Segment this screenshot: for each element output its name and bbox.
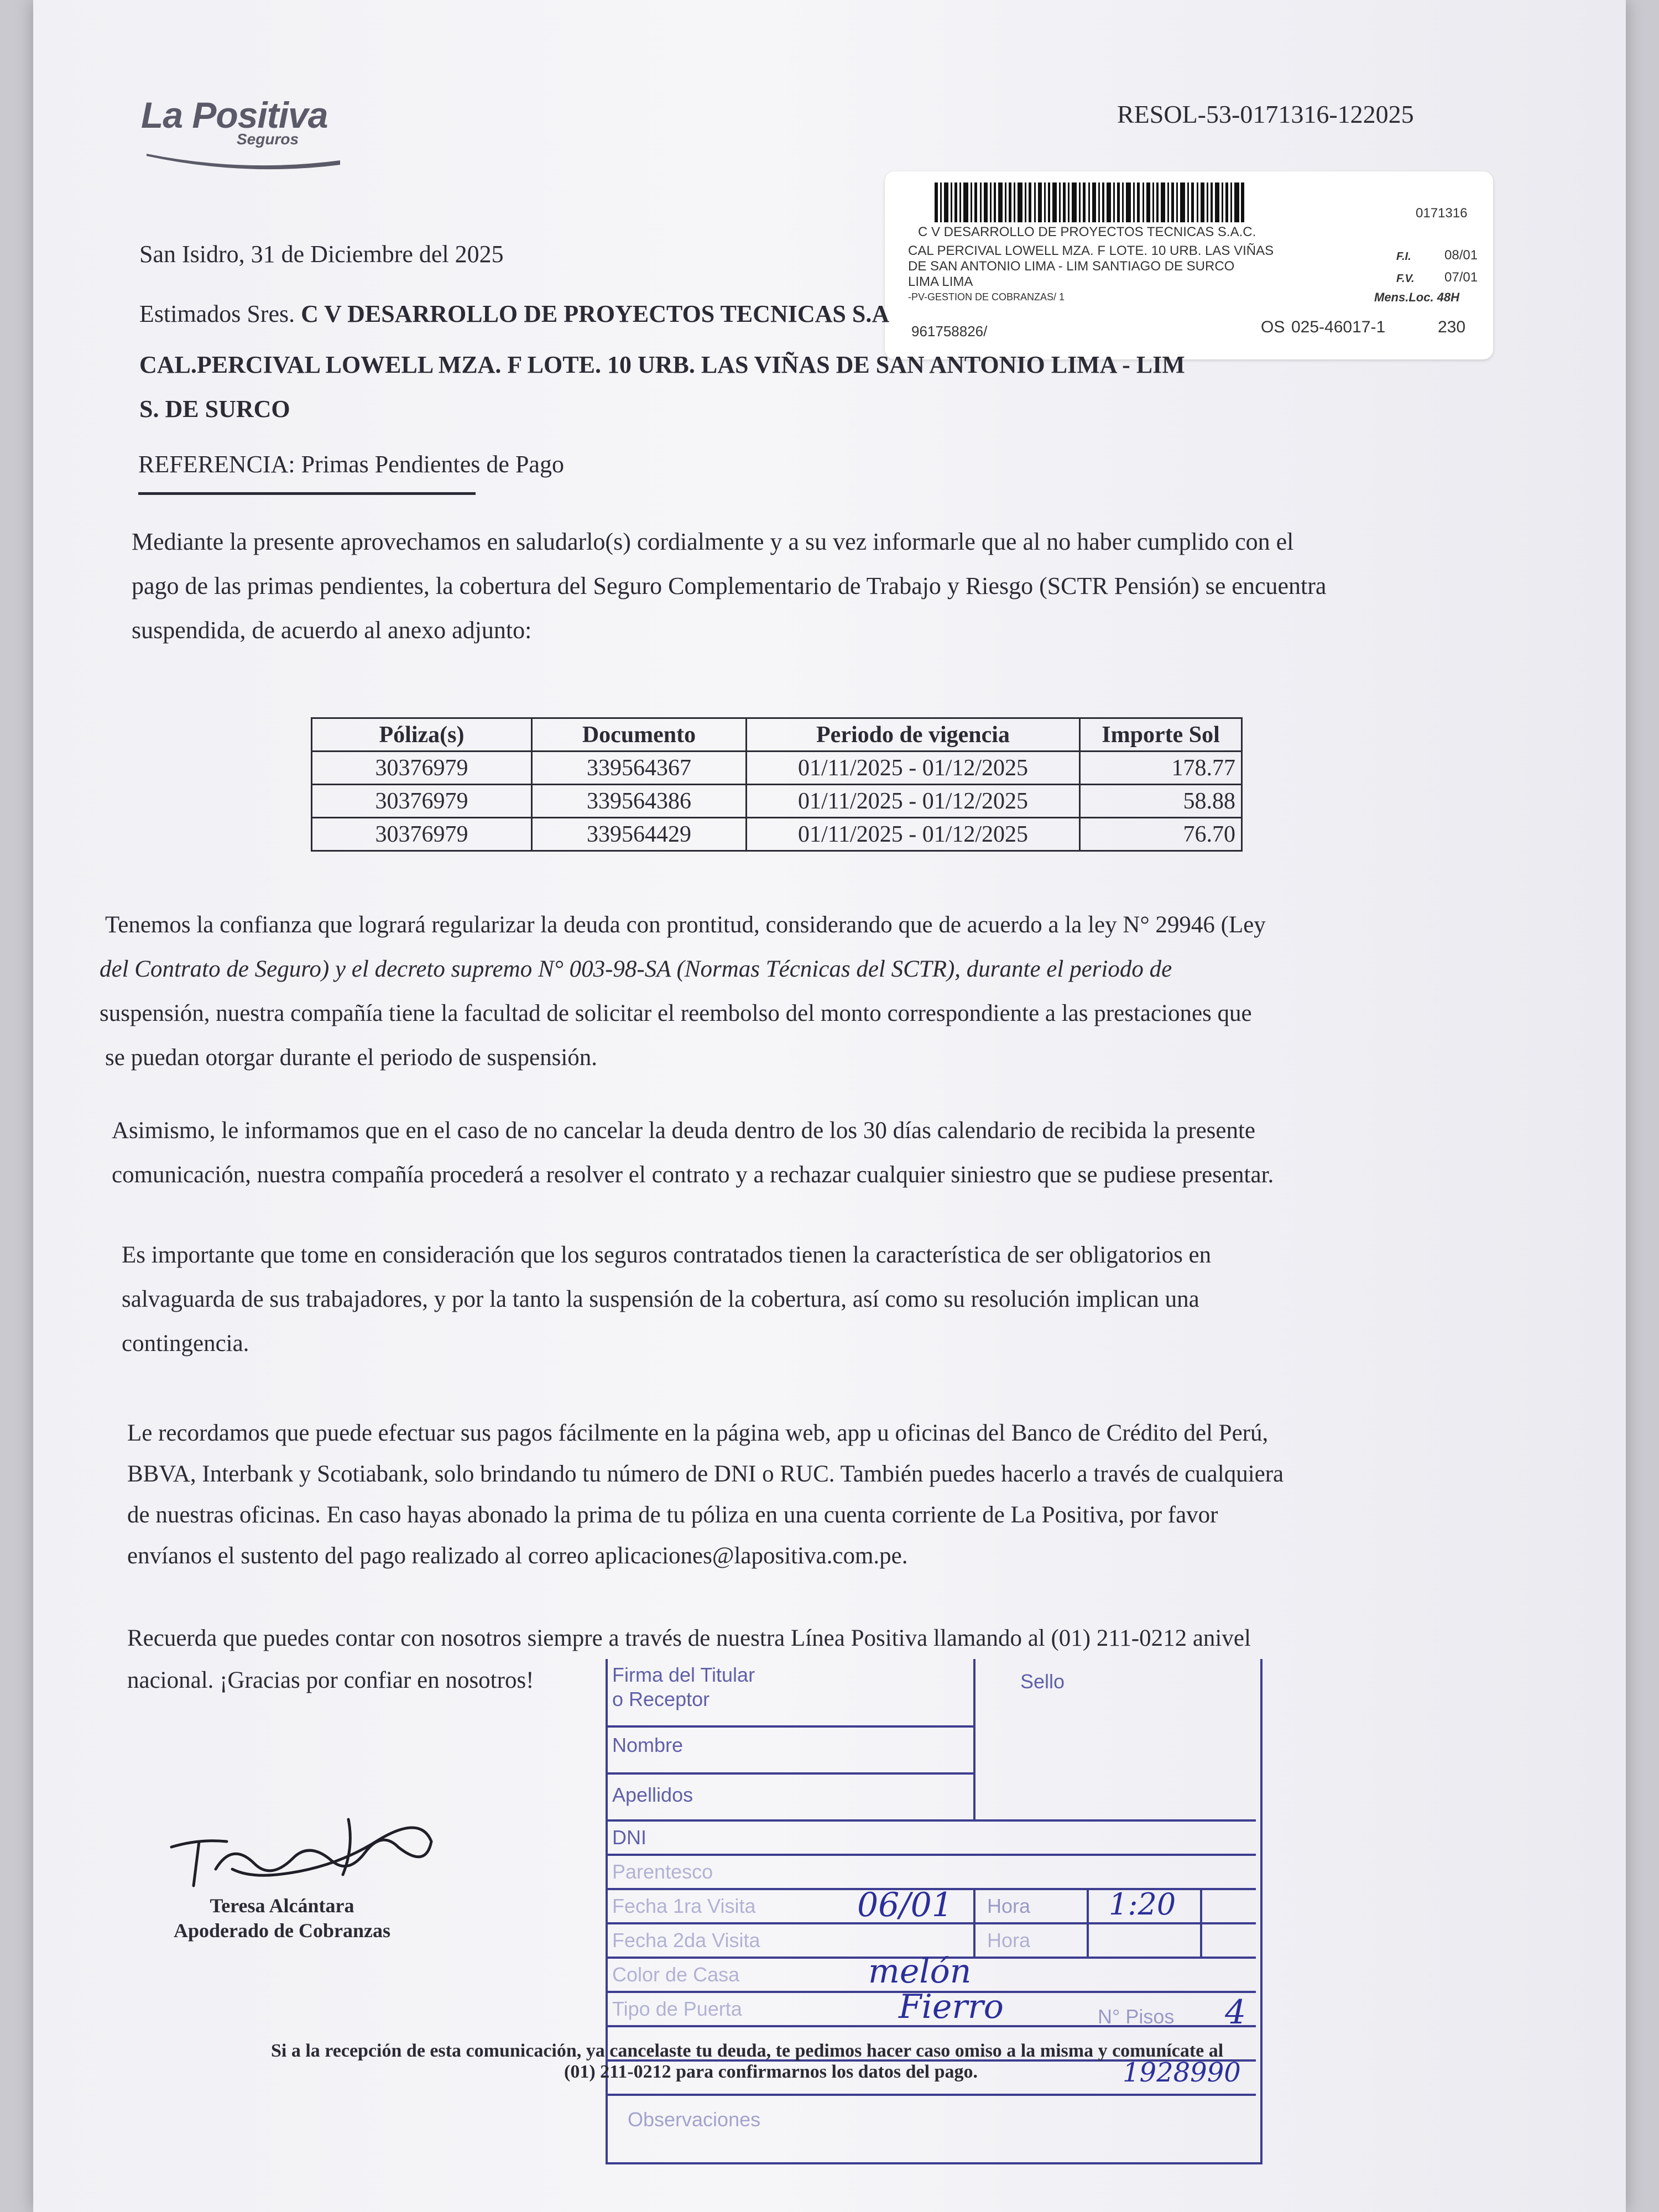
cell-importe: 76.70: [1080, 818, 1242, 851]
cell-periodo: 01/11/2025 - 01/12/2025: [747, 818, 1080, 851]
stamp-rule: [606, 2094, 1256, 2096]
stamp-label-observaciones: Observaciones: [628, 2108, 761, 2131]
paragraph-3-line: Asimismo, le informamos que en el caso de no cancelar la deuda dentro de los 30 días calendario de recibida la presente: [112, 1118, 1256, 1144]
handwritten-signature-icon: [166, 1808, 442, 1891]
paragraph-2: [100, 903, 1266, 1080]
stamp-label-fecha-2: Fecha 2da Visita: [612, 1929, 760, 1952]
label-line-2: CAL PERCIVAL LOWELL MZA. F LOTE. 10 URB. LAS VIÑAS: [908, 243, 1274, 258]
paragraph-5: [127, 1413, 1284, 1577]
letter-page: [33, 0, 1626, 2212]
label-phone: 961758826/: [911, 323, 988, 340]
paragraph-5-line: envíanos el sustento del pago realizado al correo aplicaciones@lapositiva.com.pe.: [127, 1543, 908, 1569]
handwritten-number: 1928990: [1123, 2057, 1241, 2088]
label-line-5: -PV-GESTION DE COBRANZAS/ 1: [908, 291, 1065, 302]
col-header-importe: Importe Sol: [1080, 718, 1242, 752]
table-row: [312, 785, 1242, 818]
paragraph-1-line: pago de las primas pendientes, la cobertura del Seguro Complementario de Trabajo y Riesgo (SCTR Pensión) se encuentra: [132, 572, 1327, 599]
stamp-rule: [1200, 1888, 1202, 1957]
date-line: San Isidro, 31 de Diciembre del 2025: [139, 241, 504, 268]
paragraph-5-line: Le recordamos que puede efectuar sus pagos fácilmente en la página web, app u oficinas del Banco de Crédito del Perú,: [127, 1420, 1269, 1446]
cell-documento: 339564386: [532, 785, 747, 818]
table-header-row: [312, 718, 1242, 752]
label-fv-label: F.V.: [1396, 273, 1415, 285]
cell-documento: 339564367: [532, 752, 747, 785]
stamp-label-tipo-puerta: Tipo de Puerta: [612, 1997, 742, 2020]
table-row: [312, 752, 1242, 785]
paragraph-5-line: BBVA, Interbank y Scotiabank, solo brindando tu número de DNI o RUC. También puedes hacerlo a través de cualquiera: [127, 1461, 1284, 1487]
stamp-label-color-casa: Color de Casa: [612, 1963, 740, 1986]
stamp-label-hora-1: Hora: [987, 1895, 1031, 1917]
paragraph-3: [112, 1109, 1274, 1197]
cell-poliza: 30376979: [312, 818, 532, 851]
barcode-icon: [935, 182, 1244, 222]
paragraph-4-line: contingencia.: [122, 1331, 249, 1357]
address-line-1: CAL.PERCIVAL LOWELL MZA. F LOTE. 10 URB. LAS VIÑAS DE SAN ANTONIO LIMA - LIM: [139, 351, 1185, 378]
label-line-1: C V DESARROLLO DE PROYECTOS TECNICAS S.A.C.: [918, 225, 1256, 239]
address-label: [885, 171, 1493, 359]
paragraph-4-line: salvaguarda de sus trabajadores, y por la tanto la suspensión de la cobertura, así como su resolución implican una: [122, 1286, 1199, 1312]
recipient-prefix: Estimados Sres.: [139, 300, 295, 327]
paragraph-2-line: suspensión, nuestra compañía tiene la facultad de solicitar el reembolso del monto correspondiente a las prestaciones que: [100, 1000, 1252, 1026]
cell-documento: 339564429: [532, 818, 747, 851]
cell-importe: 178.77: [1080, 752, 1242, 785]
handwritten-color: melón: [868, 1952, 972, 1991]
stamp-label-fecha-1: Fecha 1ra Visita: [612, 1895, 756, 1917]
signer-title: Apoderado de Cobranzas: [173, 1919, 391, 1942]
address-line-2: S. DE SURCO: [139, 395, 290, 422]
handwritten-fecha: 06/01: [857, 1886, 953, 1924]
paragraph-4-line: Es importante que tome en consideración que los seguros contratados tienen la característica de ser obligatorios en: [122, 1242, 1212, 1268]
handwritten-puerta: Fierro: [899, 1987, 1004, 2026]
stamp-label-nombre: Nombre: [612, 1734, 684, 1756]
signer-name: Teresa Alcántara: [210, 1895, 354, 1917]
reference-text: Primas Pendientes de Pago: [301, 451, 564, 478]
paragraph-3-line: comunicación, nuestra compañía procederá a resolver el contrato y a rechazar cualquier siniestro que se pudiese presentar.: [112, 1162, 1274, 1188]
stamp-rule: [606, 1854, 1256, 1856]
stamp-label-parentesco: Parentesco: [612, 1860, 713, 1883]
label-os-value: 025-46017-1: [1291, 318, 1386, 336]
cell-poliza: 30376979: [312, 752, 532, 785]
reference-underline: [138, 492, 476, 495]
label-os-label: OS: [1261, 318, 1285, 336]
company-logo: La Positiva: [141, 95, 328, 135]
paragraph-5-line: de nuestras oficinas. En caso hayas abonado la prima de tu póliza en una cuenta corriente de La Positiva, por favor: [127, 1502, 1218, 1528]
label-fi-label: F.I.: [1396, 251, 1411, 263]
col-header-periodo: Periodo de vigencia: [747, 718, 1080, 752]
company-logo-sub: Seguros: [237, 131, 299, 148]
cell-periodo: 01/11/2025 - 01/12/2025: [747, 785, 1080, 818]
recipient-line: [139, 292, 889, 336]
paragraph-6-line: nacional. ¡Gracias por confiar en nosotros!: [127, 1667, 534, 1693]
paragraph-1-line: Mediante la presente aprovechamos en saludarlo(s) cordialmente y a su vez informarle que al no haber cumplido con el: [132, 528, 1294, 555]
courier-stamp: [606, 1659, 1266, 2168]
paragraph-2-line: se puedan otorgar durante el periodo de suspensión.: [105, 1045, 598, 1071]
label-fv-value: 07/01: [1444, 270, 1478, 285]
footer-line: (01) 211-0212 para confirmarnos los datos del pago.: [564, 2062, 978, 2082]
cell-periodo: 01/11/2025 - 01/12/2025: [747, 752, 1080, 785]
stamp-rule: [606, 1819, 1256, 1822]
footer-note: [271, 2041, 1377, 2083]
label-corner-code: 0171316: [1416, 206, 1468, 221]
paragraph-2-line: del Contrato de Seguro) y el decreto supremo N° 003-98-SA (Normas Técnicas del SCTR), durante el periodo de: [100, 956, 1172, 982]
logo-swoosh-icon: [144, 148, 343, 170]
col-header-documento: Documento: [532, 718, 747, 752]
stamp-label-firma: Firma del Titular: [612, 1663, 755, 1686]
stamp-label-sello: Sello: [1020, 1670, 1065, 1693]
reference-line: [138, 442, 564, 487]
handwritten-pisos: 4: [1225, 1993, 1246, 2032]
handwritten-hora: 1:20: [1109, 1887, 1176, 1922]
paragraph-6-line: Recuerda que puedes contar con nosotros siempre a través de nuestra Línea Positiva llamando al (01) 211-0212 anivel: [127, 1625, 1251, 1651]
label-mens: Mens.Loc. 48H: [1374, 290, 1460, 304]
paragraph-1-line: suspendida, de acuerdo al anexo adjunto:: [132, 617, 532, 644]
cell-importe: 58.88: [1080, 785, 1242, 818]
label-line-3: DE SAN ANTONIO LIMA - LIM SANTIAGO DE SURCO: [908, 259, 1235, 274]
stamp-label-hora-2: Hora: [987, 1929, 1031, 1952]
recipient-name: C V DESARROLLO DE PROYECTOS TECNICAS S.A: [301, 300, 890, 327]
stamp-rule: [1087, 1888, 1089, 1957]
stamp-label-apellidos: Apellidos: [612, 1783, 693, 1806]
paragraph-4: [122, 1233, 1211, 1366]
col-header-poliza: Póliza(s): [312, 718, 532, 752]
pending-premiums-table: [311, 717, 1243, 852]
cell-poliza: 30376979: [312, 785, 532, 818]
label-os-number: 230: [1438, 318, 1466, 336]
label-line-4: LIMA LIMA: [908, 274, 973, 289]
stamp-label-pisos: N° Pisos: [1098, 2005, 1175, 2028]
resolution-code: RESOL-53-0171316-122025: [1117, 100, 1414, 128]
paragraph-1: [132, 520, 1326, 653]
stamp-rule: [973, 1888, 975, 1957]
stamp-label-dni: DNI: [612, 1826, 646, 1849]
table-row: [312, 818, 1242, 851]
stamp-label-receptor: o Receptor: [612, 1688, 710, 1710]
footer-line: Si a la recepción de esta comunicación, ya cancelaste tu deuda, te pedimos hacer caso omiso a la misma y comunícate al: [271, 2041, 1224, 2061]
paragraph-2-line: Tenemos la confianza que logrará regularizar la deuda con prontitud, considerando que de acuerdo a la ley N° 29946 (Ley: [105, 912, 1266, 938]
label-fi-value: 08/01: [1444, 248, 1478, 263]
reference-label: REFERENCIA:: [138, 451, 295, 478]
